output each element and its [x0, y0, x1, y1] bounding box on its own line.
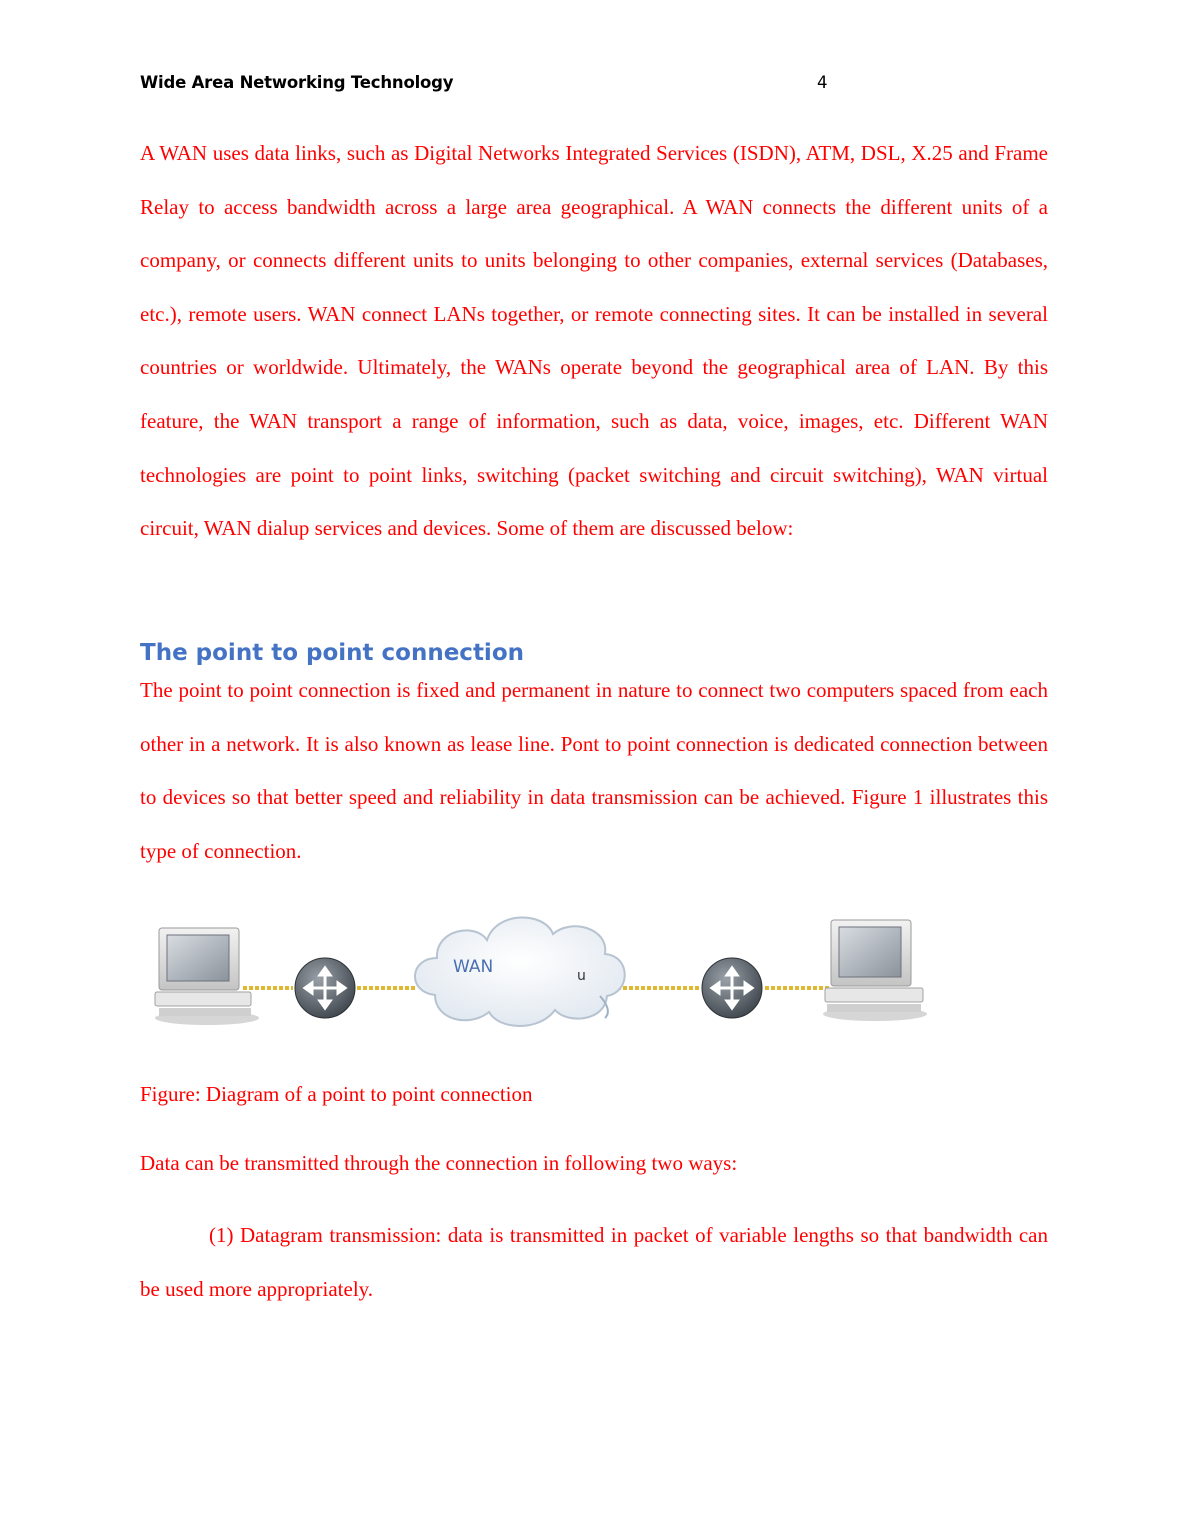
computer-right-icon [823, 920, 927, 1021]
transmission-intro: Data can be transmitted through the connection in following two ways: [140, 1151, 738, 1175]
page-header [140, 70, 840, 100]
point-to-point-diagram [145, 900, 935, 1050]
router-left-icon [295, 958, 355, 1018]
intro-paragraph: A WAN uses data links, such as Digital Networks Integrated Services (ISDN), ATM, DSL, X.25 and Frame Relay to access bandwidth across a large area geographical. A WAN connects the different units of a company, or connects different units to units belonging to other companies, external services (Databases, etc.), remote users. WAN connect LANs together, or remote connecting sites. It can be installed in several countries or worldwide. Ultimately, the WANs operate beyond the geographical area of LAN. By this feature, the WAN transport a range of information, such as data, voice, images, etc. Different WAN technologies are point to point links, switching (packet switching and circuit switching), WAN virtual circuit, WAN dialup services and devices. Some of them are discussed below: [140, 141, 1048, 541]
transmission-item-1: (1) Datagram transmission: data is transmitted in packet of variable lengths so that bandwidth can be used more appropriately. [140, 1223, 1048, 1301]
header-title: Wide Area Networking Technology [140, 73, 454, 92]
figure-caption: Figure: Diagram of a point to point connection [140, 1082, 533, 1106]
page-number: 4 [817, 73, 828, 92]
computer-left-icon [155, 928, 259, 1025]
diagram-svg [145, 900, 935, 1050]
router-right-icon [702, 958, 762, 1018]
section-paragraph: The point to point connection is fixed and permanent in nature to connect two computers spaced from each other in a network. It is also known as lease line. Pont to point connection is dedicated connection between to devices so that better speed and reliability in data transmission can be achieved. Figure 1 illustrates this type of connection. [140, 678, 1048, 863]
cloud-label: WAN [453, 957, 494, 977]
wan-cloud-icon [415, 917, 625, 1026]
section-heading: The point to point connection [140, 640, 524, 666]
cloud-mark: u [577, 968, 586, 984]
